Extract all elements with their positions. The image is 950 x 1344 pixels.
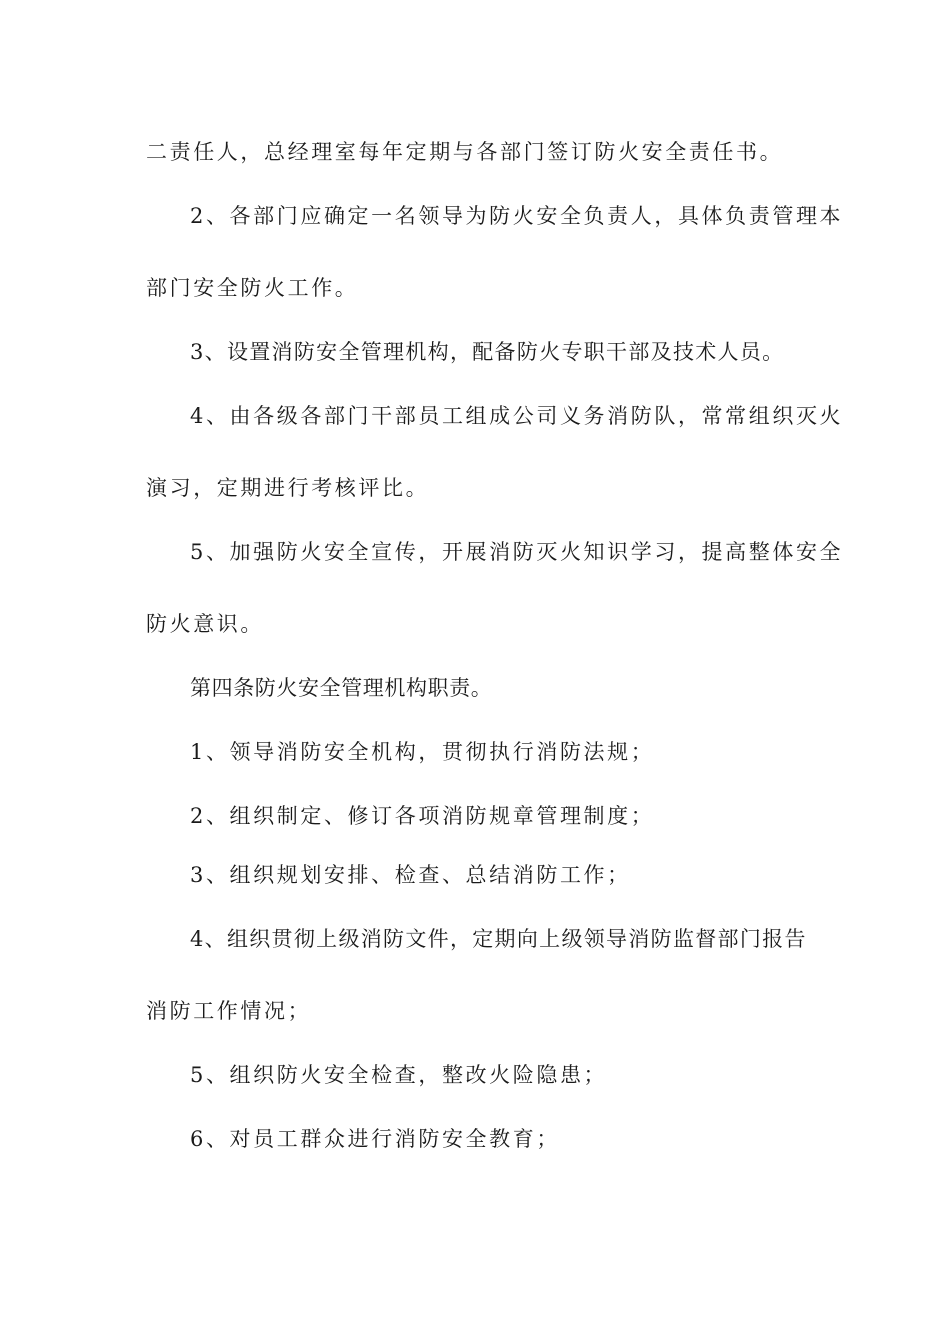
text-line: 3、组织规划安排、检查、总结消防工作；	[190, 863, 631, 887]
text-line: 5、加强防火安全宣传，开展消防灭火知识学习，提高整体安全	[190, 540, 844, 564]
text-line: 4、由各级各部门干部员工组成公司义务消防队，常常组织灭火	[190, 404, 844, 428]
text-line: 2、组织制定、修订各项消防规章管理制度；	[190, 804, 655, 828]
text-line: 消防工作情况；	[146, 999, 312, 1023]
text-line: 6、对员工群众进行消防安全教育；	[190, 1127, 560, 1151]
text-line: 3、设置消防安全管理机构，配备防火专职干部及技术人员。	[190, 340, 785, 364]
text-line: 1、领导消防安全机构，贯彻执行消防法规；	[190, 740, 655, 764]
text-line: 防火意识。	[146, 612, 264, 636]
text-line: 部门安全防火工作。	[146, 276, 359, 300]
text-line: 二责任人，总经理室每年定期与各部门签订防火安全责任书。	[146, 140, 784, 164]
text-line: 演习，定期进行考核评比。	[146, 476, 430, 500]
text-line: 5、组织防火安全检查，整改火险隐患；	[190, 1063, 608, 1087]
section-heading: 第四条防火安全管理机构职责。	[190, 676, 493, 700]
text-line: 2、各部门应确定一名领导为防火安全负责人，具体负责管理本	[190, 204, 844, 228]
text-line: 4、组织贯彻上级消防文件，定期向上级领导消防监督部门报告	[190, 927, 807, 951]
